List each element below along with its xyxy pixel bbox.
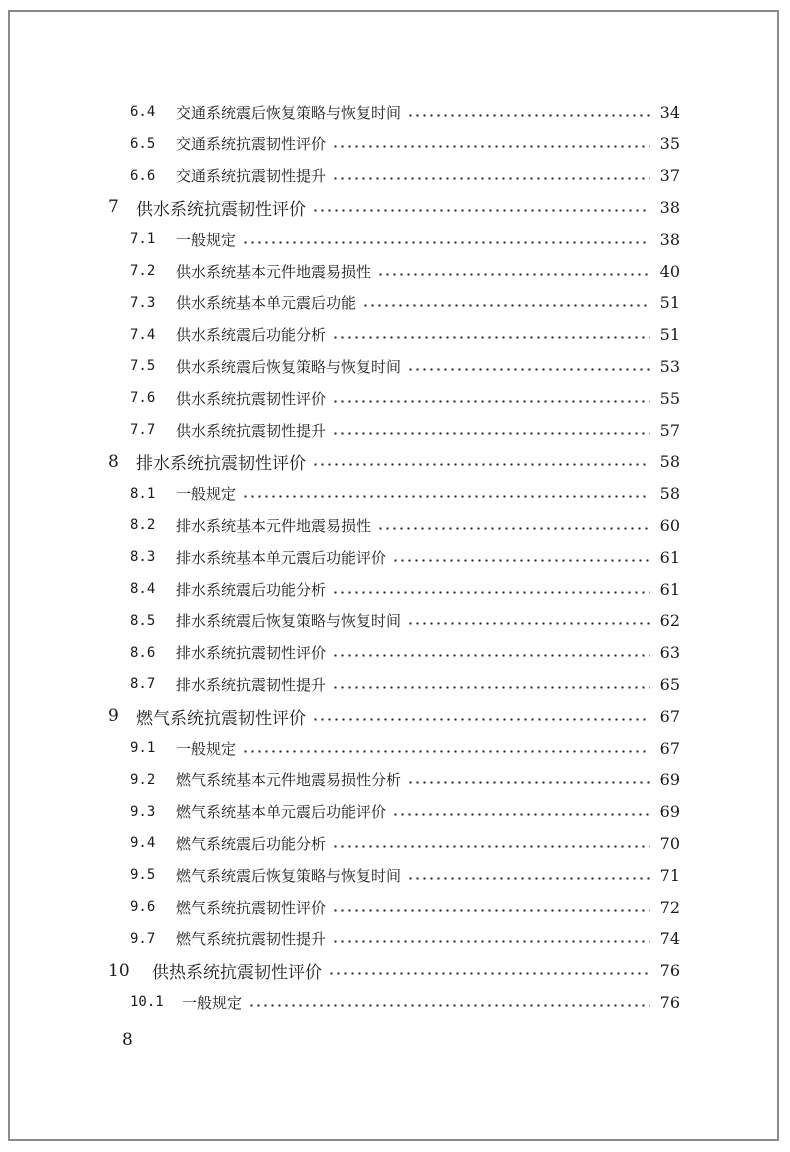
toc-entry-number: 10	[108, 960, 130, 981]
toc-entry-number: 9.4	[130, 835, 156, 852]
toc-entry-title: 排水系统震后功能分析	[176, 580, 327, 599]
toc-entry-title: 排水系统抗震韧性提升	[176, 675, 327, 694]
toc-entry-title: 一般规定	[176, 739, 237, 758]
toc-entry-page: 35	[659, 134, 680, 154]
toc-entry[interactable]	[130, 573, 680, 605]
toc-entry-number: 8.5	[130, 612, 156, 629]
dot-leader	[332, 400, 650, 403]
toc-entry-page: 51	[659, 325, 680, 345]
toc-entry-title: 燃气系统基本单元震后功能评价	[176, 803, 387, 822]
dot-leader	[392, 559, 650, 562]
dot-leader	[407, 368, 650, 371]
dot-leader	[332, 654, 650, 657]
toc-entry-number: 7.5	[130, 358, 156, 375]
toc-entry-page: 70	[659, 833, 680, 853]
dot-leader	[242, 750, 650, 753]
page-number: 8	[122, 1030, 133, 1050]
toc-entry-number: 7.6	[130, 390, 156, 407]
toc-entry-title: 燃气系统震后功能分析	[176, 834, 327, 853]
toc-entry-page: 67	[659, 706, 680, 726]
toc-entry-number: 7.4	[130, 326, 156, 343]
dot-leader	[328, 972, 650, 975]
toc-entry-number: 7.2	[130, 263, 156, 279]
toc-entry-title: 排水系统震后恢复策略与恢复时间	[176, 612, 402, 631]
toc-entry-title: 排水系统抗震韧性评价	[176, 644, 327, 663]
toc-entry[interactable]	[108, 700, 680, 732]
dot-leader	[407, 877, 650, 880]
toc-entry-number: 9	[108, 706, 119, 727]
toc-entry[interactable]	[130, 223, 680, 255]
dot-leader	[332, 686, 650, 689]
dot-leader	[332, 336, 650, 339]
toc-entry[interactable]	[130, 764, 680, 796]
toc-entry-title: 燃气系统抗震韧性提升	[176, 930, 327, 949]
toc-entry-page: 62	[659, 611, 680, 631]
toc-entry[interactable]	[130, 160, 680, 192]
dot-leader	[312, 463, 650, 466]
toc-entry-page: 76	[659, 961, 680, 981]
toc-entry-title: 供水系统抗震韧性评价	[136, 199, 306, 220]
toc-entry-title: 一般规定	[182, 993, 243, 1012]
dot-leader	[407, 622, 650, 625]
toc-entry[interactable]	[130, 859, 680, 891]
toc-entry-number: 10.1	[130, 994, 164, 1011]
toc-entry[interactable]	[130, 796, 680, 828]
toc-entry-title: 供水系统基本单元震后功能	[176, 294, 357, 313]
toc-entry-number: 8.3	[130, 549, 156, 566]
toc-entry-title: 燃气系统基本元件地震易损性分析	[176, 771, 402, 790]
dot-leader	[332, 591, 650, 594]
dot-leader	[407, 114, 650, 117]
toc-entry[interactable]	[130, 668, 680, 700]
toc-entry-number: 9.1	[130, 740, 156, 756]
toc-entry-title: 燃气系统抗震韧性评价	[136, 708, 306, 729]
toc-entry[interactable]	[130, 414, 680, 446]
toc-entry-page: 34	[659, 102, 680, 122]
dot-leader	[312, 718, 650, 721]
toc-entry-page: 69	[659, 802, 680, 822]
toc-entry-page: 58	[659, 452, 680, 472]
toc-entry-number: 9.7	[130, 930, 156, 947]
toc-entry-title: 一般规定	[176, 485, 237, 504]
dot-leader	[392, 813, 650, 816]
toc-entry[interactable]	[130, 732, 680, 764]
toc-entry-page: 55	[659, 388, 680, 408]
toc-entry-title: 交通系统抗震韧性评价	[176, 135, 327, 154]
toc-entry-number: 7.1	[130, 231, 156, 248]
dot-leader	[242, 495, 650, 498]
toc-entry-title: 燃气系统震后恢复策略与恢复时间	[176, 866, 402, 885]
toc-entry-page: 72	[659, 897, 680, 917]
toc-entry-page: 60	[659, 515, 680, 535]
toc-entry-title: 供水系统震后恢复策略与恢复时间	[176, 357, 402, 376]
toc-entry-number: 8.2	[130, 517, 156, 534]
dot-leader	[332, 940, 650, 943]
toc-entry-title: 排水系统基本单元震后功能评价	[176, 548, 387, 567]
dot-leader	[248, 1004, 650, 1007]
toc-entry[interactable]	[108, 955, 680, 987]
toc-entry[interactable]	[130, 923, 680, 955]
toc-entry-number: 6.4	[130, 104, 156, 120]
toc-entry-page: 37	[659, 166, 680, 186]
toc-entry-page: 53	[659, 356, 680, 376]
dot-leader	[377, 273, 650, 276]
toc-entry-number: 8.7	[130, 676, 156, 693]
toc-entry-page: 67	[659, 738, 680, 758]
toc-entry[interactable]	[130, 509, 680, 541]
toc-entry-page: 65	[659, 674, 680, 694]
toc-entry-title: 交通系统抗震韧性提升	[176, 167, 327, 186]
dot-leader	[332, 909, 650, 912]
toc-entry-page: 69	[659, 770, 680, 790]
toc-entry-title: 排水系统抗震韧性评价	[136, 454, 306, 475]
toc-entry-title: 排水系统基本元件地震易损性	[176, 516, 372, 535]
toc-entry[interactable]	[130, 350, 680, 382]
toc-entry-number: 8.6	[130, 644, 156, 661]
toc-entry[interactable]	[130, 605, 680, 637]
toc-entry-page: 61	[659, 547, 680, 567]
toc-entry-title: 供水系统抗震韧性提升	[176, 421, 327, 440]
dot-leader	[332, 432, 650, 435]
toc-entry[interactable]	[130, 319, 680, 351]
toc-entry-number: 7	[108, 197, 119, 218]
toc-entry-title: 供水系统基本元件地震易损性	[176, 262, 372, 281]
dot-leader	[362, 304, 650, 307]
toc-entry[interactable]	[130, 637, 680, 669]
dot-leader	[312, 209, 650, 212]
dot-leader	[377, 527, 650, 530]
toc-entry-page: 63	[659, 643, 680, 663]
toc-entry-title: 交通系统震后恢复策略与恢复时间	[176, 103, 402, 122]
toc-entry-page: 71	[659, 865, 680, 885]
toc-entry-page: 61	[659, 579, 680, 599]
toc-entry-page: 58	[659, 484, 680, 504]
toc-entry-number: 8	[108, 451, 119, 472]
toc-entry-page: 40	[659, 261, 680, 281]
toc-entry-number: 8.1	[130, 485, 156, 502]
toc-entry[interactable]	[130, 382, 680, 414]
dot-leader	[242, 241, 650, 244]
toc-entry-page: 57	[659, 420, 680, 440]
toc-entry[interactable]	[108, 446, 680, 478]
toc-entry-number: 6.5	[130, 135, 156, 152]
toc-entry[interactable]	[130, 891, 680, 923]
toc-entry[interactable]	[130, 287, 680, 319]
dot-leader	[332, 177, 650, 180]
toc-entry-number: 9.3	[130, 803, 156, 820]
toc-entry-title: 供水系统震后功能分析	[176, 326, 327, 345]
dot-leader	[332, 145, 650, 148]
toc-entry-title: 燃气系统抗震韧性评价	[176, 898, 327, 917]
toc-entry-number: 6.6	[130, 167, 156, 184]
toc-entry-number: 7.7	[130, 422, 156, 438]
toc-entry-title: 供水系统抗震韧性评价	[176, 389, 327, 408]
toc-entry-number: 8.4	[130, 581, 156, 597]
toc-entry-page: 38	[659, 229, 680, 249]
toc-entry-number: 9.6	[130, 899, 156, 915]
toc-entry[interactable]	[130, 96, 680, 128]
toc-entry-title: 一般规定	[176, 230, 237, 249]
dot-leader	[407, 781, 650, 784]
toc-entry-page: 38	[659, 197, 680, 217]
toc-entry[interactable]	[130, 986, 680, 1018]
dot-leader	[332, 845, 650, 848]
toc-entry[interactable]	[130, 478, 680, 510]
toc-entry[interactable]	[130, 541, 680, 573]
toc-entry[interactable]	[130, 128, 680, 160]
toc-entry-page: 76	[659, 992, 680, 1012]
toc-entry[interactable]	[130, 255, 680, 287]
toc-entry-number: 9.2	[130, 771, 156, 788]
toc-entry-number: 9.5	[130, 867, 156, 884]
toc-entry-number: 7.3	[130, 294, 156, 311]
toc-entry-page: 51	[659, 293, 680, 313]
toc-entry-page: 74	[659, 929, 680, 949]
toc-entry-title: 供热系统抗震韧性评价	[152, 963, 322, 984]
toc-entry[interactable]	[130, 827, 680, 859]
toc-entry[interactable]	[108, 191, 680, 223]
